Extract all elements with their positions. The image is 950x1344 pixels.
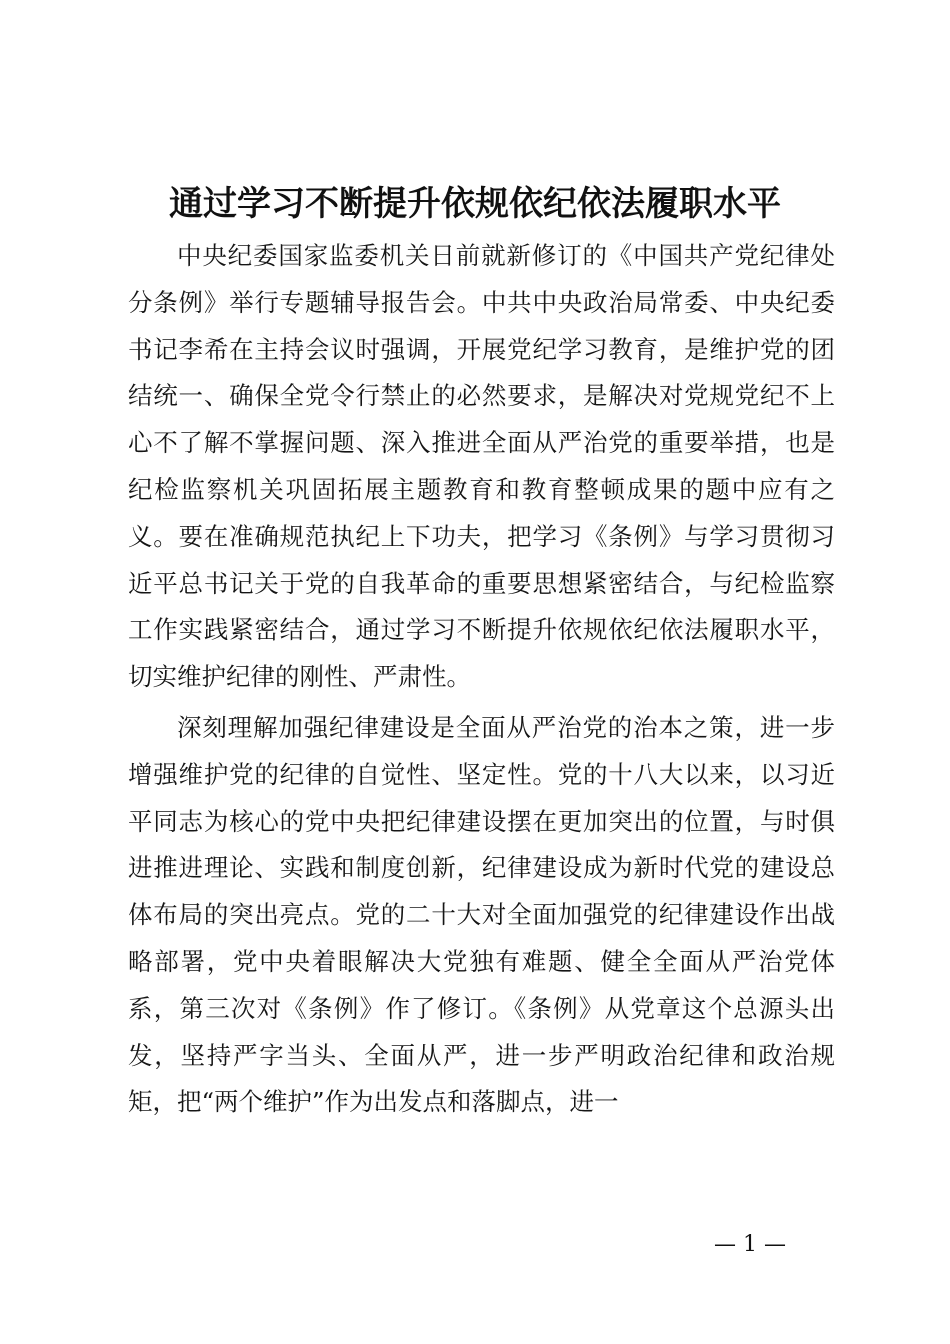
- paragraph-2: 深刻理解加强纪律建设是全面从严治党的治本之策，进一步增强维护党的纪律的自觉性、坚定性。党的十八大以来，以习近平同志为核心的党中央把纪律建设摆在更加突出的位置，与时俱进推进理论、实践和制度创新，纪律建设成为新时代党的建设总体布局的突出亮点。党的二十大对全面加强党的纪律建设作出战略部署，党中央着眼解决大党独有难题、健全全面从严治党体系，第三次对《条例》作了修订。《条例》从党章这个总源头出发，坚持严字当头、全面从严，进一步严明政治纪律和政治规矩，把“两个维护”作为出发点和落脚点，进一: [128, 712, 835, 1117]
- document-title: 通过学习不断提升依规依纪依法履职水平: [169, 184, 781, 224]
- page-number: — 1 —: [714, 1232, 786, 1257]
- paragraph-1: 中央纪委国家监委机关日前就新修订的《中国共产党纪律处分条例》举行专题辅导报告会。中共中央政治局常委、中央纪委书记李希在主持会议时强调，开展党纪学习教育，是维护党的团结统一、确保全党令行禁止的必然要求，是解决对党规党纪不上心不了解不掌握问题、深入推进全面从严治党的重要举措，也是纪检监察机关巩固拓展主题教育和教育整顿成果的题中应有之义。要在准确规范执纪上下功夫，把学习《条例》与学习贯彻习近平总书记关于党的自我革命的重要思想紧密结合，与纪检监察工作实践紧密结合，通过学习不断提升依规依纪依法履职水平，切实维护纪律的刚性、严肃性。: [128, 241, 835, 692]
- document-body: [128, 233, 835, 1126]
